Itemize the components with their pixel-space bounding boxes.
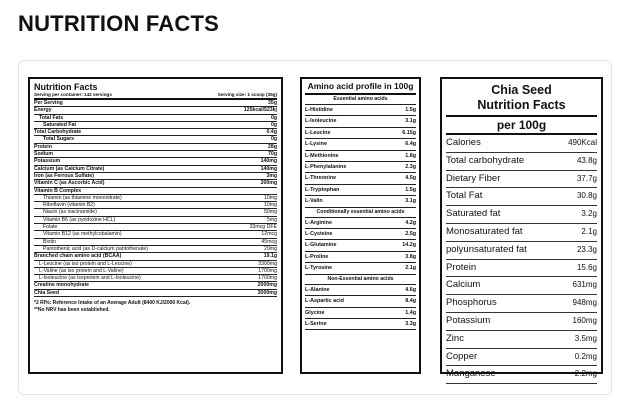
row-iron-as-ferrous-sulfate xyxy=(34,173,277,180)
nutrient-name: Potassium xyxy=(446,314,491,326)
row-phosphorus xyxy=(446,295,597,313)
nutrient-value: 2.1g xyxy=(581,226,597,236)
nutrient-value: 5mg xyxy=(266,216,277,223)
nutrient-value: 15.6g xyxy=(576,262,597,272)
nutrient-name: L-Valin xyxy=(305,198,323,205)
row-total-sugars xyxy=(34,136,277,143)
row-vitamin-b12-as-methylcobalamin xyxy=(34,231,277,238)
row-total-fat xyxy=(446,188,597,206)
nutrient-name: L-Methionine xyxy=(305,152,339,159)
nutrient-name: Creatine monohydrate xyxy=(34,282,90,289)
row-calories xyxy=(446,135,597,153)
nutrient-value: 631mg xyxy=(572,280,597,290)
nutrient-value: 3300mg xyxy=(258,260,277,267)
row-l-lysine xyxy=(305,139,416,150)
nutrient-value: 1700mg xyxy=(258,275,277,282)
nutrient-value: 2.2mg xyxy=(574,369,597,379)
nutrient-value: 2.1g xyxy=(405,265,416,272)
nutrient-name: L-Threonine xyxy=(305,175,337,182)
nutrient-value: 70g xyxy=(268,151,277,158)
nutrient-name: Saturated fat xyxy=(446,208,501,220)
chia-seed-label xyxy=(440,77,603,380)
row-zinc xyxy=(446,331,597,349)
nutrient-name: L-Aspartic acid xyxy=(305,298,344,305)
nutrient-value: 1.5g xyxy=(405,186,416,193)
nutrient-name: L-Tryptophan xyxy=(305,186,340,193)
nutrient-value: 2.5g xyxy=(405,231,416,238)
nutrient-name: L-Valine (as iso protein and L-Valine) xyxy=(39,267,124,274)
non-essential-rows xyxy=(305,285,416,331)
nutrient-value: 3mg xyxy=(266,172,277,179)
nutrient-name: L-Serine xyxy=(305,320,327,327)
row-biotin xyxy=(34,239,277,246)
nutrient-name: L-Phenylalanine xyxy=(305,164,347,171)
nutrient-name: L-Cysteine xyxy=(305,231,333,238)
row-chia-seed xyxy=(34,290,277,297)
nutrient-name: Total Fat xyxy=(446,190,483,202)
nutrient-value: 6.15g xyxy=(402,129,416,136)
nutrient-value: 50mg xyxy=(264,209,277,216)
row-potassium xyxy=(34,158,277,165)
amino-title: Amino acid profile in 100g xyxy=(305,81,416,95)
nutrient-value: 37.7g xyxy=(576,173,597,183)
nutrient-name: Total Sugars xyxy=(43,136,75,143)
nutrient-name: Vitamin B12 (as methylcobalamin) xyxy=(43,231,122,238)
nutrient-value: 948mg xyxy=(572,298,597,308)
nutrient-value: 6.4g xyxy=(405,141,416,148)
nutrient-value: 3.8g xyxy=(405,253,416,260)
nutrient-value: 140mg xyxy=(260,165,277,172)
bcaa-rows xyxy=(34,261,277,283)
row-l-isoleucine-as-isoprotein-and-l-isoleucine xyxy=(34,275,277,282)
conditional-rows xyxy=(305,218,416,275)
nutrient-name: polyunsaturated fat xyxy=(446,243,527,255)
nutrient-name: L-Glutamine xyxy=(305,242,337,249)
row-folate xyxy=(34,224,277,231)
nutrient-name: Dietary Fiber xyxy=(446,172,501,184)
nutrient-name: Chia Seed xyxy=(34,289,60,296)
nutrient-name: Protein xyxy=(446,261,477,273)
nutrient-value: 3.5mg xyxy=(574,333,597,343)
row-sodium xyxy=(34,151,277,158)
row-l-valin xyxy=(305,196,416,207)
row-l-proline xyxy=(305,252,416,263)
nutrient-name: Iron (as Ferrous Sulfate) xyxy=(34,172,94,179)
nutrient-name: L-Isoleucine xyxy=(305,118,337,125)
nutrient-value: 4.2g xyxy=(405,219,416,226)
nutrient-value: 1700mg xyxy=(258,267,277,274)
nutrient-value: 1.4g xyxy=(405,309,416,316)
essential-header: Essential amino acids xyxy=(305,95,416,105)
nutrient-name: Energy xyxy=(34,107,52,114)
row-l-arginine xyxy=(305,218,416,229)
nutrient-name: Thiamin (as thiamine mononitrate) xyxy=(43,194,122,201)
nutrient-value: 30.8g xyxy=(576,191,597,201)
nutrient-value: 0g xyxy=(270,136,277,143)
nutrient-value: 23.3g xyxy=(576,244,597,254)
nutrition-facts-label xyxy=(28,77,283,374)
row-calcium xyxy=(446,277,597,295)
nutrient-name: Total carbohydrate xyxy=(446,154,525,166)
nutrient-value: 12mcg xyxy=(261,231,277,238)
row-l-glutamine xyxy=(305,240,416,251)
row-l-threonine xyxy=(305,173,416,184)
nutrient-name: Monosaturated fat xyxy=(446,225,523,237)
nutrient-name: Sodium xyxy=(34,151,54,158)
nutrient-name: Biotin xyxy=(43,238,56,245)
conditional-header: Conditionally essential amino acids xyxy=(305,208,416,218)
row-saturated-fat xyxy=(34,122,277,129)
nutrient-name: Vitamin C (as Ascorbic Acid) xyxy=(34,180,105,187)
essential-rows xyxy=(305,105,416,208)
row-riboflavin-vitamin-b2 xyxy=(34,202,277,209)
row-l-tryptophan xyxy=(305,185,416,196)
row-l-isoleucine xyxy=(305,116,416,127)
page-title: NUTRITION FACTS xyxy=(18,11,219,36)
nutrient-value: 2000mg xyxy=(257,282,277,289)
row-total-carbohydrate xyxy=(446,153,597,171)
serving-size: Serving size: 1 scoop (35g) xyxy=(217,92,277,97)
nutrient-value: 0g xyxy=(270,114,277,121)
nutrient-name: L-Alanine xyxy=(305,286,330,293)
row-vitamin-b6-as-pyridoxine-hcl xyxy=(34,217,277,224)
footnotes: *2 RI%: Reference Intake of an Average Adult (8400 KJ/2000 Kcal). **No NRV has been established. xyxy=(34,300,191,313)
row-total-carbohydrate xyxy=(34,129,277,136)
nutrient-name: Pantothenic acid (as D-calcium pantothenate) xyxy=(43,245,148,252)
nutrient-name: L-Leucine (as iso protein and L-Leucine) xyxy=(39,260,132,267)
nutrient-value: 8.4g xyxy=(405,298,416,305)
nutrient-value: 140mg xyxy=(260,158,277,165)
nutrient-value: 2.3g xyxy=(405,164,416,171)
nutrient-value: 3000mg xyxy=(257,289,277,296)
row-thiamin-as-thiamine-mononitrate xyxy=(34,195,277,202)
row-energy xyxy=(34,107,277,114)
nutrient-name: Potassium xyxy=(34,158,61,165)
nutrient-name: L-Arginine xyxy=(305,219,332,226)
row-polyunsaturated-fat xyxy=(446,242,597,260)
nutrient-value: 490Kcal xyxy=(568,138,597,147)
nutrient-value: 10mg xyxy=(264,194,277,201)
nutrient-value: 3.1g xyxy=(405,198,416,205)
row-l-tyrosine xyxy=(305,263,416,274)
row-calcium-as-calcium-citrate xyxy=(34,166,277,173)
nutrient-value: 28g xyxy=(268,143,277,150)
row-dietary-fiber xyxy=(446,171,597,189)
nutrient-name: Vitamin B6 (as pyridoxine HCL) xyxy=(43,216,116,223)
nutrient-value: 14.2g xyxy=(402,242,416,249)
row-copper xyxy=(446,349,597,367)
nutrient-name: Manganese xyxy=(446,368,496,380)
row-glycine xyxy=(305,308,416,319)
nutrient-value: 1.5g xyxy=(405,107,416,113)
nutrient-value: 160mg xyxy=(572,315,597,325)
nutrient-name: L-Leucine xyxy=(305,129,331,136)
nutrient-name: L-Tyrosine xyxy=(305,265,333,272)
nutrient-value: 3.3g xyxy=(405,320,416,327)
tail-rows xyxy=(34,282,277,297)
row-l-alanine xyxy=(305,285,416,296)
row-creatine-monohydrate xyxy=(34,282,277,289)
nutrient-value: 125kcal/523kj xyxy=(243,107,277,114)
servings-per-container: Serving per container: 142 servings xyxy=(34,92,112,97)
per-100g: per 100g xyxy=(446,115,597,135)
nutrient-name: Total Carbohydrate xyxy=(34,129,82,136)
non-essential-header: Non-Essential amino acids xyxy=(305,275,416,285)
nutrient-name: L-Histidine xyxy=(305,107,333,113)
row-l-serine xyxy=(305,319,416,330)
nutrient-name: L-Proline xyxy=(305,253,329,260)
nutrient-value: 3.2g xyxy=(581,209,597,219)
label-title: Nutrition Facts xyxy=(34,82,98,92)
bcaa-row: Branched chain amino acid (BCAA) 19.1g xyxy=(34,253,277,260)
nutrient-name: Glycine xyxy=(305,309,325,316)
per-serving-row: Per Serving 35g xyxy=(34,100,277,106)
nutrient-name: Total Fats xyxy=(39,114,64,121)
nutrient-value: 1.8g xyxy=(405,152,416,159)
row-niacin-as-niacinamide xyxy=(34,209,277,216)
row-vitamin-c-as-ascorbic-acid xyxy=(34,180,277,187)
row-manganese xyxy=(446,366,597,384)
nutrient-value: 3.1g xyxy=(405,118,416,125)
nutrient-rows xyxy=(34,107,277,187)
row-l-histidine xyxy=(305,105,416,116)
nutrient-name: L-Lysine xyxy=(305,141,327,148)
nutrient-name: Phosphorus xyxy=(446,297,497,309)
nutrient-name: Zinc xyxy=(446,332,464,344)
amino-acid-label xyxy=(300,77,421,374)
row-saturated-fat xyxy=(446,206,597,224)
nutrient-value: 0.4g xyxy=(266,129,277,136)
chia-title: Chia Seed Nutrition Facts xyxy=(477,83,566,112)
nutrient-name: Copper xyxy=(446,350,478,362)
nutrient-name: Riboflavin (vitamin B2) xyxy=(43,202,95,209)
row-l-cysteine xyxy=(305,229,416,240)
row-l-methionine xyxy=(305,151,416,162)
nutrient-value: 0g xyxy=(270,121,277,128)
chia-rows xyxy=(446,135,597,384)
nutrient-value: 4.5g xyxy=(405,175,416,182)
nutrient-value: 43.8g xyxy=(576,155,597,165)
nutrient-name: Saturated Fat xyxy=(43,121,77,128)
nutrient-value: 20mg xyxy=(264,245,277,252)
nutrient-name: Niacin (as niacinamide) xyxy=(43,209,97,216)
nutrient-name: Calcium xyxy=(446,279,481,291)
row-l-aspartic-acid xyxy=(305,296,416,307)
row-l-leucine xyxy=(305,128,416,139)
row-potassium xyxy=(446,313,597,331)
row-pantothenic-acid-as-d-calcium-pantothenate xyxy=(34,246,277,253)
vitamin-b-rows xyxy=(34,195,277,253)
row-l-valine-as-iso-protein-and-l-valine xyxy=(34,268,277,275)
nutrient-value: 4.6g xyxy=(405,286,416,293)
nutrient-name: Protein xyxy=(34,143,52,150)
row-monosaturated-fat xyxy=(446,224,597,242)
nutrient-value: 10mg xyxy=(264,202,277,209)
nutrient-name: L-Isoleucine (as isoprotein and L-Isoleucine) xyxy=(39,275,141,282)
row-protein xyxy=(34,144,277,151)
nutrient-name: Folate xyxy=(43,224,58,231)
nutrient-value: 33mcg DFE xyxy=(249,224,277,231)
row-protein xyxy=(446,260,597,278)
row-l-leucine-as-iso-protein-and-l-leucine xyxy=(34,261,277,268)
row-total-fats xyxy=(34,115,277,122)
nutrient-value: 45mcg xyxy=(261,238,277,245)
row-l-phenylalanine xyxy=(305,162,416,173)
nutrient-name: Calcium (as Calcium Citrate) xyxy=(34,165,105,172)
serving-info xyxy=(34,92,277,100)
vitamin-b-title: Vitamin B Complex xyxy=(34,188,277,195)
nutrient-value: 0.2mg xyxy=(574,351,597,361)
nutrient-name: Calories xyxy=(446,137,481,148)
nutrient-value: 200mg xyxy=(260,180,277,187)
